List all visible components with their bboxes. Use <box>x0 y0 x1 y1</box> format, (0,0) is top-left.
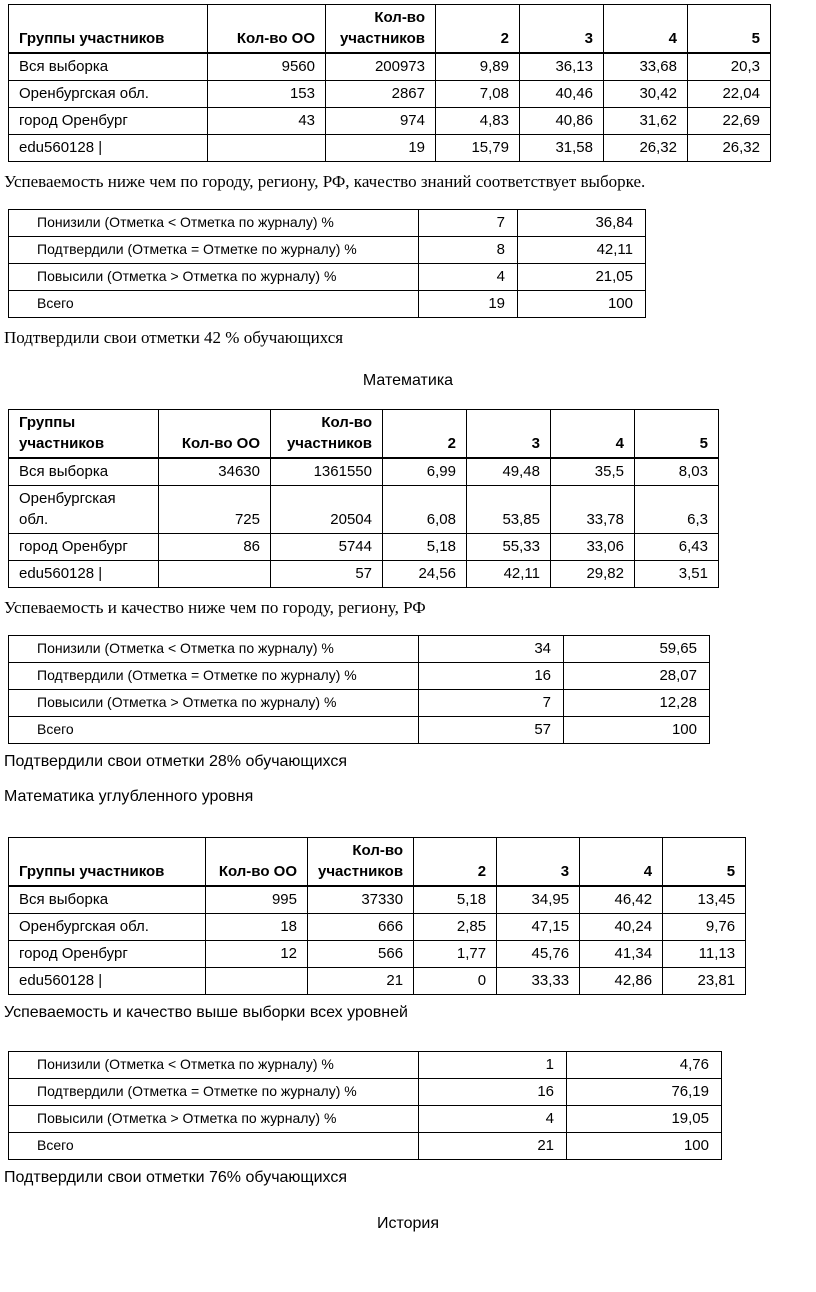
cell-value: 21 <box>308 968 414 995</box>
table-row <box>9 135 771 162</box>
row-label: edu560128 | <box>9 968 206 995</box>
cell-value: 4,76 <box>567 1052 722 1079</box>
cell-value: 6,43 <box>635 534 719 561</box>
cell-value: 2867 <box>326 81 436 108</box>
table-row <box>9 561 719 588</box>
cell-value: 12,28 <box>564 690 710 717</box>
table-math-advanced-marks <box>8 1051 722 1160</box>
cell-value: 974 <box>326 108 436 135</box>
column-header: 5 <box>688 5 771 54</box>
table-row <box>9 914 746 941</box>
table-row <box>9 81 771 108</box>
cell-value: 4 <box>419 1106 567 1133</box>
cell-value: 29,82 <box>551 561 635 588</box>
cell-value: 100 <box>567 1133 722 1160</box>
cell-value: 9,89 <box>436 53 520 81</box>
column-header: Кол-во ОО <box>208 5 326 54</box>
row-label: Понизили (Отметка < Отметка по журналу) % <box>9 210 419 237</box>
row-label: город Оренбург <box>9 534 159 561</box>
cell-value: 566 <box>308 941 414 968</box>
cell-value: 200973 <box>326 53 436 81</box>
cell-value: 40,24 <box>580 914 663 941</box>
cell-value: 34 <box>419 636 564 663</box>
cell-value: 4,83 <box>436 108 520 135</box>
cell-value: 40,86 <box>520 108 604 135</box>
row-label: город Оренбург <box>9 941 206 968</box>
cell-value: 3,51 <box>635 561 719 588</box>
cell-value: 20504 <box>271 486 383 534</box>
column-header: 2 <box>383 410 467 459</box>
cell-value: 20,3 <box>688 53 771 81</box>
table-row <box>9 458 719 486</box>
table-row <box>9 53 771 81</box>
column-header: 3 <box>520 5 604 54</box>
column-header: Группы участников <box>9 838 206 887</box>
row-label: Оренбургская обл. <box>9 914 206 941</box>
cell-value <box>206 968 308 995</box>
table-russian-marks <box>8 209 646 318</box>
cell-value: 2,85 <box>414 914 497 941</box>
cell-value: 34,95 <box>497 886 580 914</box>
note-math-advanced: Успеваемость и качество выше выборки всех уровней <box>4 1004 408 1021</box>
cell-value: 86 <box>159 534 271 561</box>
cell-value: 995 <box>206 886 308 914</box>
cell-value: 13,45 <box>663 886 746 914</box>
cell-value: 6,99 <box>383 458 467 486</box>
cell-value: 7,08 <box>436 81 520 108</box>
column-header: 5 <box>663 838 746 887</box>
row-label: Оренбургская обл. <box>9 81 208 108</box>
cell-value: 22,69 <box>688 108 771 135</box>
row-label: город Оренбург <box>9 108 208 135</box>
cell-value: 19 <box>326 135 436 162</box>
cell-value: 49,48 <box>467 458 551 486</box>
row-label: Вся выборка <box>9 886 206 914</box>
cell-value: 9,76 <box>663 914 746 941</box>
note-math: Успеваемость и качество ниже чем по городу, региону, РФ <box>4 598 426 617</box>
cell-value: 100 <box>564 717 710 744</box>
column-header: Кол-во участников <box>271 410 383 459</box>
cell-value: 43 <box>208 108 326 135</box>
cell-value: 4 <box>419 264 518 291</box>
table-row <box>9 636 710 663</box>
cell-value: 76,19 <box>567 1079 722 1106</box>
column-header: 4 <box>580 838 663 887</box>
cell-value: 22,04 <box>688 81 771 108</box>
table-row <box>9 237 646 264</box>
header-row <box>9 410 719 459</box>
cell-value: 21,05 <box>518 264 646 291</box>
table-row <box>9 210 646 237</box>
cell-value: 31,58 <box>520 135 604 162</box>
cell-value <box>159 561 271 588</box>
cell-value: 59,65 <box>564 636 710 663</box>
cell-value: 0 <box>414 968 497 995</box>
cell-value: 36,84 <box>518 210 646 237</box>
heading-history: История <box>376 1215 440 1232</box>
cell-value: 33,33 <box>497 968 580 995</box>
table-row <box>9 717 710 744</box>
column-header: 4 <box>604 5 688 54</box>
table-row <box>9 264 646 291</box>
cell-value: 153 <box>208 81 326 108</box>
table-math-advanced-groups <box>8 837 746 995</box>
column-header: 3 <box>497 838 580 887</box>
column-header: 2 <box>414 838 497 887</box>
cell-value: 35,5 <box>551 458 635 486</box>
cell-value: 33,78 <box>551 486 635 534</box>
cell-value: 40,46 <box>520 81 604 108</box>
cell-value: 9560 <box>208 53 326 81</box>
row-label: Подтвердили (Отметка = Отметке по журналу) % <box>9 663 419 690</box>
cell-value: 100 <box>518 291 646 318</box>
table-row <box>9 1133 722 1160</box>
column-header: 2 <box>436 5 520 54</box>
table-math-marks <box>8 635 710 744</box>
column-header: 4 <box>551 410 635 459</box>
column-header: Группы участников <box>9 5 208 54</box>
cell-value: 7 <box>419 210 518 237</box>
table-row <box>9 1079 722 1106</box>
cell-value: 7 <box>419 690 564 717</box>
row-label: Понизили (Отметка < Отметка по журналу) % <box>9 636 419 663</box>
cell-value: 23,81 <box>663 968 746 995</box>
cell-value: 31,62 <box>604 108 688 135</box>
table-row <box>9 108 771 135</box>
cell-value: 37330 <box>308 886 414 914</box>
table-row <box>9 534 719 561</box>
cell-value: 42,86 <box>580 968 663 995</box>
cell-value: 42,11 <box>518 237 646 264</box>
cell-value <box>208 135 326 162</box>
cell-value: 26,32 <box>604 135 688 162</box>
cell-value: 24,56 <box>383 561 467 588</box>
cell-value: 18 <box>206 914 308 941</box>
cell-value: 34630 <box>159 458 271 486</box>
column-header: Кол-во участников <box>308 838 414 887</box>
cell-value: 8,03 <box>635 458 719 486</box>
cell-value: 8 <box>419 237 518 264</box>
table-row <box>9 1106 722 1133</box>
cell-value: 28,07 <box>564 663 710 690</box>
confirm-russian: Подтвердили свои отметки 42 % обучающихся <box>4 328 344 347</box>
row-label: Всего <box>9 717 419 744</box>
table-row <box>9 486 719 534</box>
row-label: Всего <box>9 1133 419 1160</box>
header-row <box>9 5 771 54</box>
cell-value: 1 <box>419 1052 567 1079</box>
cell-value: 6,08 <box>383 486 467 534</box>
row-label: Всего <box>9 291 419 318</box>
cell-value: 1361550 <box>271 458 383 486</box>
cell-value: 57 <box>419 717 564 744</box>
row-label: Повысили (Отметка > Отметка по журналу) % <box>9 1106 419 1133</box>
table-row <box>9 968 746 995</box>
row-label: Вся выборка <box>9 458 159 486</box>
cell-value: 36,13 <box>520 53 604 81</box>
column-header: 5 <box>635 410 719 459</box>
column-header: Кол-во участников <box>326 5 436 54</box>
row-label: Подтвердили (Отметка = Отметке по журналу) % <box>9 1079 419 1106</box>
cell-value: 33,06 <box>551 534 635 561</box>
cell-value: 53,85 <box>467 486 551 534</box>
column-header: Кол-во ОО <box>206 838 308 887</box>
cell-value: 5,18 <box>383 534 467 561</box>
row-label: Вся выборка <box>9 53 208 81</box>
cell-value: 1,77 <box>414 941 497 968</box>
heading-math: Математика <box>362 372 454 389</box>
cell-value: 26,32 <box>688 135 771 162</box>
cell-value: 47,15 <box>497 914 580 941</box>
cell-value: 30,42 <box>604 81 688 108</box>
cell-value: 55,33 <box>467 534 551 561</box>
cell-value: 57 <box>271 561 383 588</box>
row-label: edu560128 | <box>9 561 159 588</box>
cell-value: 41,34 <box>580 941 663 968</box>
confirm-math-advanced: Подтвердили свои отметки 76% обучающихся <box>4 1169 348 1186</box>
row-label: Понизили (Отметка < Отметка по журналу) % <box>9 1052 419 1079</box>
table-russian-groups <box>8 4 771 162</box>
row-label: Повысили (Отметка > Отметка по журналу) % <box>9 264 419 291</box>
row-label: Подтвердили (Отметка = Отметке по журналу) % <box>9 237 419 264</box>
column-header: Кол-во ОО <box>159 410 271 459</box>
cell-value: 19,05 <box>567 1106 722 1133</box>
cell-value: 666 <box>308 914 414 941</box>
row-label: edu560128 | <box>9 135 208 162</box>
cell-value: 46,42 <box>580 886 663 914</box>
cell-value: 16 <box>419 1079 567 1106</box>
cell-value: 19 <box>419 291 518 318</box>
cell-value: 5744 <box>271 534 383 561</box>
table-row <box>9 663 710 690</box>
cell-value: 16 <box>419 663 564 690</box>
table-row <box>9 690 710 717</box>
row-label: Повысили (Отметка > Отметка по журналу) % <box>9 690 419 717</box>
table-row <box>9 941 746 968</box>
note-russian: Успеваемость ниже чем по городу, региону, РФ, качество знаний соответствует выборке. <box>4 172 646 191</box>
cell-value: 21 <box>419 1133 567 1160</box>
table-math-groups <box>8 409 719 588</box>
cell-value: 42,11 <box>467 561 551 588</box>
table-row <box>9 291 646 318</box>
row-label: Оренбургская обл. <box>9 486 159 534</box>
cell-value: 15,79 <box>436 135 520 162</box>
cell-value: 33,68 <box>604 53 688 81</box>
column-header: Группы участников <box>9 410 159 459</box>
table-row <box>9 1052 722 1079</box>
heading-math-advanced: Математика углубленного уровня <box>4 788 254 805</box>
table-row <box>9 886 746 914</box>
cell-value: 6,3 <box>635 486 719 534</box>
header-row <box>9 838 746 887</box>
cell-value: 12 <box>206 941 308 968</box>
cell-value: 45,76 <box>497 941 580 968</box>
cell-value: 11,13 <box>663 941 746 968</box>
column-header: 3 <box>467 410 551 459</box>
cell-value: 5,18 <box>414 886 497 914</box>
confirm-math: Подтвердили свои отметки 28% обучающихся <box>4 753 348 770</box>
cell-value: 725 <box>159 486 271 534</box>
